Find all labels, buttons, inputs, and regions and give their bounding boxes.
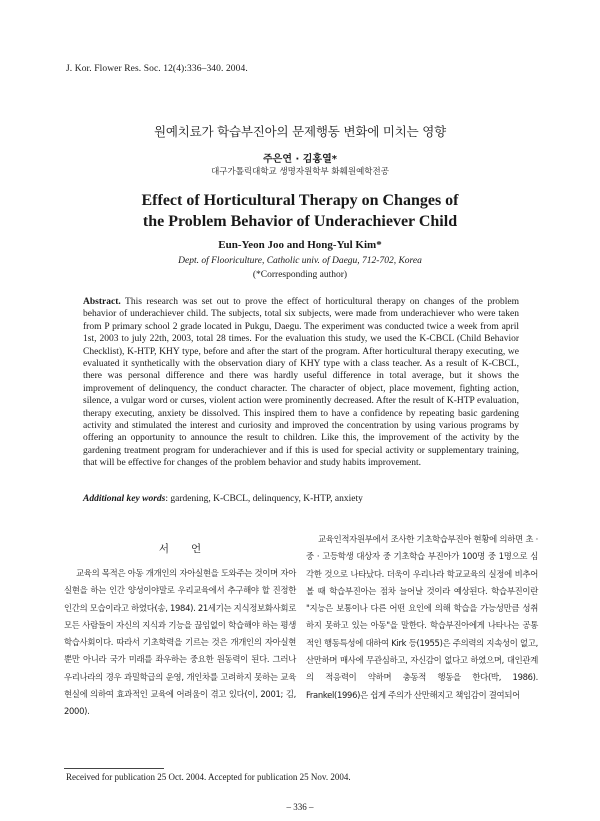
publication-footnote: Received for publication 25 Oct. 2004. Accepted for publication 25 Nov. 2004.: [66, 772, 351, 782]
english-title: [0, 190, 600, 232]
body-right-column: 교육인적자원부에서 조사한 기초학습부진아 현황에 의하면 초 · 중 · 고등학생 대상자 중 기초학습 부진아가 100명 중 1명으로 심각한 것으로 나타났다. 더욱이 우리나라 학교교육의 실정에 비추어 볼 때 학습부진아는 점차 늘어날 것이라 예상된다. 학습부진이란 "지능은 보통이나 다른 어떤 요인에 의해 학습을 가능성만큼 성취하지 못하고 있는 아동"을 말한다. 학습부진아에게 나타나는 공통적인 행동특성에 대하여 Kirk 등(1955)은 주의력의 지속성이 없고, 산만하며 매사에 무관심하고, 자신감이 없다고 하였으며, 대인관계의 적응력이 약하며 충동적 행동을 한다(박, 1986). Frankel(1996)은 쉽게 주의가 산만해지고 책임감이 결여되어: [306, 534, 538, 700]
abstract-label: Abstract.: [83, 297, 121, 307]
korean-authors: 주은연 · 김홍열*: [263, 154, 337, 165]
journal-reference: J. Kor. Flower Res. Soc. 12(4):336–340. 2004.: [66, 64, 248, 74]
body-left-column: 교육의 목적은 아동 개개인의 자아실현을 도와주는 것이며 자아실현을 하는 인간 양성이야말로 우리교육에서 추구해야 할 진정한 인간의 모습이라고 하였다(송, 1984). 21세기는 지식정보화사회로 모든 사람들이 자신의 지식과 기능을 끊임없이 학습해야 하는 평생학습사회이다. 따라서 기초학력을 기르는 것은 개개인의 자아실현뿐만 아니라 국가 미래를 좌우하는 중요한 원동력이 된다. 그러나 우리나라의 경우 과밀학급의 운영, 개인차를 고려하지 못하는 교육현실에 의하여 효과적인 교육에 어려움이 겪고 있다(이, 2001; 김, 2000).: [64, 568, 296, 717]
korean-title: 원예치료가 학습부진아의 문제행동 변화에 미치는 영향: [154, 124, 446, 139]
english-title-line-1: Effect of Horticultural Therapy on Changes of: [141, 192, 459, 209]
section-heading-introduction: 서언: [158, 543, 224, 555]
footnote-divider: [64, 768, 164, 769]
english-affiliation: Dept. of Flooriculture, Catholic univ. of Daegu, 712-702, Korea: [178, 256, 422, 266]
page-number: – 336 –: [286, 802, 314, 812]
corresponding-author-note: (*Corresponding author): [252, 270, 348, 280]
keywords-text: : gardening, K-CBCL, delinquency, K-HTP, anxiety: [165, 494, 363, 504]
abstract-text: This research was set out to prove the effect of horticultural therapy on changes of the problem behavior of underachiever child. The subjects, total six subjects, were made from underachiever who were taken from P primary school 2 grade located in Pukgu, Daegu. The experiment was conducted twice a week from april 1st, 2003 to july 22th, 2003, total 28 times. For the evaluation this study, we used the K-CBCL (Child Behavior Checklist), K-HTP, KHY type, before and after the start of the program. After horticultural therapy executing, we evaluated it synthetically with the observation diary of KHY type with a class teacher. As a result of K-CBCL, there was personal difference and there was hardly useful difference in total average, but it shows the improvement of delinquency, the conduct character. The character of object, place movement, fighting action, silence, a vulgar word or curses, violent action were prominently decreased. After the result of K-HTP evaluation, therapy executing, anxiety be dissolved. This inspired them to have a confidence by repeating basic gardening activity and stimulated the interest and curiosity and improved the concentration by using various programs by offering an opportunity to announce the result to children. Like this, the improvement of the activity by the gardening treatment program for underachiever and if this is used for special activity or supplementary training, that will be effective for changes of the problem behavior and study habits improvement.: [83, 297, 519, 469]
keywords-label: Additional key words: [83, 494, 166, 504]
abstract: [83, 296, 519, 470]
english-authors: Eun-Yeon Joo and Hong-Yul Kim*: [218, 239, 382, 251]
english-title-line-2: the Problem Behavior of Underachiever Child: [142, 213, 458, 230]
korean-affiliation: 대구가톨릭대학교 생명자원학부 화훼원예학전공: [211, 167, 389, 177]
keywords: [83, 494, 363, 504]
